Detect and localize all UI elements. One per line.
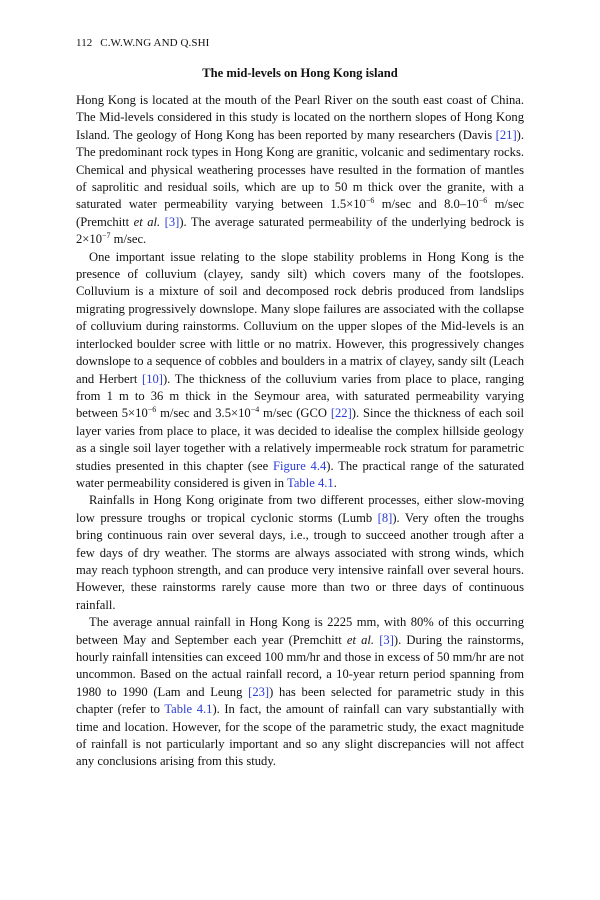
running-head <box>76 37 209 49</box>
running-head-authors: C.W.W.NG AND Q.SHI <box>100 37 210 49</box>
paragraph-2: One important issue relating to the slope stability problems in Hong Kong is the presence of colluvium (clayey, sandy silt) which covers many of the footslopes. Colluvium is a mixture of soil and decomposed rock debris produced from landslips migrating progressively downslope. Many slope failures are associated with the collapse of colluvium during rainstorms. Colluvium on the upper slopes of the Mid-levels is an interlocked boulder scree with little or no matrix. However, this progressively changes downslope to a sequence of cobbles and boulders in a matrix of clayey, sandy silt (Leach and Herbert [10]). The thickness of the colluvium varies from place to place, ranging from 1 m to 36 m thick in the Seymour area, with saturated permeability varying between $5\times 10^{-6}$ m/sec and $3.5\times 10^{-4}$ m/sec (GCO [22]). Since the thickness of each soil layer varies from place to place, it was decided to idealise the complex hillside geology as a single soil layer together with a relatively impermeable rock stratum for parametric studies presented in this chapter (see Figure 4.4). The practical range of the saturated water permeability considered is given in Table 4.1. <box>76 249 525 490</box>
page-number: 112 <box>76 37 93 49</box>
figure-link-4-4[interactable]: Figure 4.4 <box>272 458 327 473</box>
ref-link-23[interactable]: [23] <box>248 684 270 699</box>
ref-link-8[interactable]: [8] <box>377 510 393 525</box>
body-text <box>76 92 524 771</box>
ref-link-21[interactable]: [21] <box>495 127 517 142</box>
ref-link-10[interactable]: [10] <box>142 371 163 386</box>
paragraph-3: Rainfalls in Hong Kong originate from two different processes, either slow-moving low pressure troughs or tropical cyclonic storms (Lumb [8]). Very often the troughs bring continuous rain over several days, i.e., trough to succeed another trough after a few days of dry weather. The storms are always associated with strong winds, which may reach typhoon strength, and can produce very intensive rainfall over several hours. However, these rainstorms rarely cause more than two or three days of continuous rainfall. <box>76 493 524 612</box>
ref-link-3[interactable]: [3] <box>164 214 180 229</box>
section-title: The mid-levels on Hong Kong island <box>202 66 398 80</box>
paragraph-4: The average annual rainfall in Hong Kong is 2225 mm, with 80% of this occurring between May and September each year (Premchitt et al. [3]). During the rainstorms, hourly rainfall intensities can exceed 100 mm/hr and those in excess of 50 mm/hr are not uncommon. Based on the actual rainfall record, a 10-year return period spanning from 1980 to 1990 (Lam and Leung [23]) has been selected for parametric study in this chapter (refer to Table 4.1). In fact, the amount of rainfall can vary substantially with time and location. However, for the scope of the parametric study, the exact magnitude of rainfall is not particularly important and so any slight discrepancies will not affect any conclusions arising from this study. <box>76 615 525 769</box>
paragraph-1: Hong Kong is located at the mouth of the Pearl River on the south east coast of China. The Mid-levels considered in this study is located on the northern slopes of Hong Kong Island. The geology of Hong Kong has been reported by many researchers (Davis [21]). The predominant rock types in Hong Kong are granitic, volcanic and sedimentary rocks. Chemical and physical weathering processes have resulted in the formation of mantles of saprolitic and residual soils, which are up to 50 m thick over the granite, with a saturated water permeability varying between $1.5\times 10^{-6}$ m/sec and $8.0-10^{-6}$ m/sec (Premchitt et al. [3]). The average saturated permeability of the underlying bedrock is $2\times 10^{-7}$ m/sec. <box>76 93 524 247</box>
ref-link-22[interactable]: [22] <box>330 406 352 421</box>
ref-link-3b[interactable]: [3] <box>379 632 394 647</box>
table-link-4-1b[interactable]: Table 4.1 <box>164 702 213 717</box>
table-link-4-1[interactable]: Table 4.1 <box>287 475 334 490</box>
